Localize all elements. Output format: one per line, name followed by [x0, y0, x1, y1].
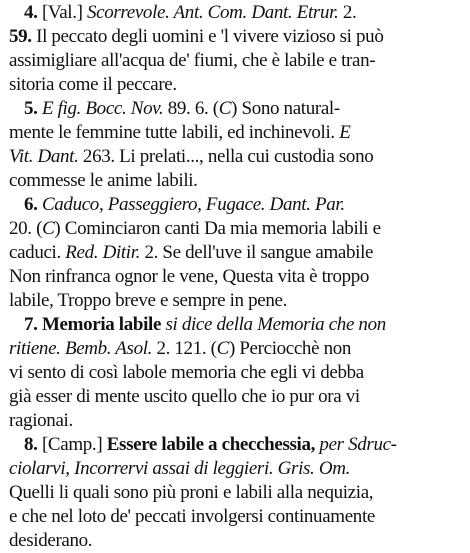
text-line — [9, 433, 464, 457]
text-segment: Il peccato degli uomini e 'l vivere vizioso si può — [31, 26, 384, 47]
text-segment: 2. Se dell'uve il sangue amabile — [140, 242, 374, 263]
text-line — [9, 241, 464, 265]
text-line — [9, 529, 464, 553]
text-segment: 8. — [24, 434, 42, 455]
text-segment: labile, Troppo breve e sempre in pene. — [9, 290, 287, 311]
text-line — [9, 361, 464, 385]
text-segment: 4. — [24, 2, 42, 23]
text-line — [9, 289, 464, 313]
text-segment: C — [42, 218, 55, 239]
text-segment: Caduco, Passeggiero, Fugace. Dant. Par. — [41, 194, 345, 215]
text-segment: ciolarvi, Incorrervi assai di leggieri. Gris. Om. — [9, 458, 351, 479]
text-segment: mente le femmine tutte labili, ed inchinevoli. — [9, 122, 340, 143]
text-line — [9, 121, 464, 145]
text-segment: si dice della Memoria che non — [161, 314, 386, 335]
text-line — [9, 1, 464, 25]
text-line — [9, 193, 464, 217]
text-line — [9, 145, 464, 169]
text-line — [9, 409, 464, 433]
text-line — [9, 481, 464, 505]
text-segment: Quelli li quali sono più proni e labili alla nequizia, — [9, 482, 374, 503]
text-segment: già esser di mente uscito quello che io pur ora vi — [9, 386, 360, 407]
text-line — [9, 265, 464, 289]
text-segment: 2. 121. ( — [152, 338, 217, 359]
text-line — [9, 49, 464, 73]
text-segment: [Val.] — [41, 2, 87, 23]
text-segment: Essere labile a checchessia, — [106, 434, 316, 455]
text-segment: Red. Ditir. — [65, 242, 141, 263]
text-line — [9, 313, 464, 337]
text-segment: [Camp.] — [41, 434, 107, 455]
text-segment: desiderano. — [9, 530, 93, 551]
text-line — [9, 169, 464, 193]
text-segment: Non rinfranca ognor le vene, Questa vita è troppo — [9, 266, 370, 287]
text-line — [9, 337, 464, 361]
text-line — [9, 385, 464, 409]
text-line — [9, 25, 464, 49]
text-segment: e che nel loto de' peccati involgersi continuamente — [9, 506, 375, 527]
text-line — [9, 505, 464, 529]
text-segment: sitoria come il peccare. — [9, 74, 177, 95]
text-segment: commesse le anime labili. — [9, 170, 198, 191]
text-segment: ragionai. — [9, 410, 73, 431]
text-segment: Vit. Dant. — [9, 146, 79, 167]
text-line — [9, 217, 464, 241]
text-segment: 5. — [24, 98, 42, 119]
text-line — [9, 457, 464, 481]
text-line — [9, 73, 464, 97]
text-segment: ritiene. Bemb. Asol. — [9, 338, 153, 359]
text-line — [9, 97, 464, 121]
text-segment: vi sento di così labole memoria che egli vi debba — [9, 362, 364, 383]
text-segment: Scorrevole. Ant. Com. Dant. Etrur. — [87, 2, 339, 23]
text-segment: 20. ( — [9, 218, 43, 239]
text-segment: 263. Li prelati..., nella cui custodia sono — [78, 146, 374, 167]
text-segment: E fig. Bocc. Nov. — [41, 98, 164, 119]
text-segment: 89. 6. ( — [163, 98, 219, 119]
text-segment: C — [218, 98, 232, 119]
text-segment: C — [216, 338, 229, 359]
text-segment: ) Cominciaron canti Da mia memoria labili e — [54, 218, 381, 239]
text-segment: ) Perciocchè non — [228, 338, 352, 359]
text-segment: ) Sono natural- — [231, 98, 340, 119]
text-segment: 7. Memoria labile — [24, 314, 162, 335]
text-segment: E — [339, 122, 351, 143]
text-segment: 59. — [9, 26, 32, 47]
text-segment: per Sdruc- — [315, 434, 397, 455]
text-segment: 2. — [338, 2, 357, 23]
text-segment: 6. — [24, 194, 42, 215]
text-segment: assimigliare all'acqua de' fiumi, che è labile e tran- — [9, 50, 376, 71]
text-segment: caduci. — [9, 242, 66, 263]
